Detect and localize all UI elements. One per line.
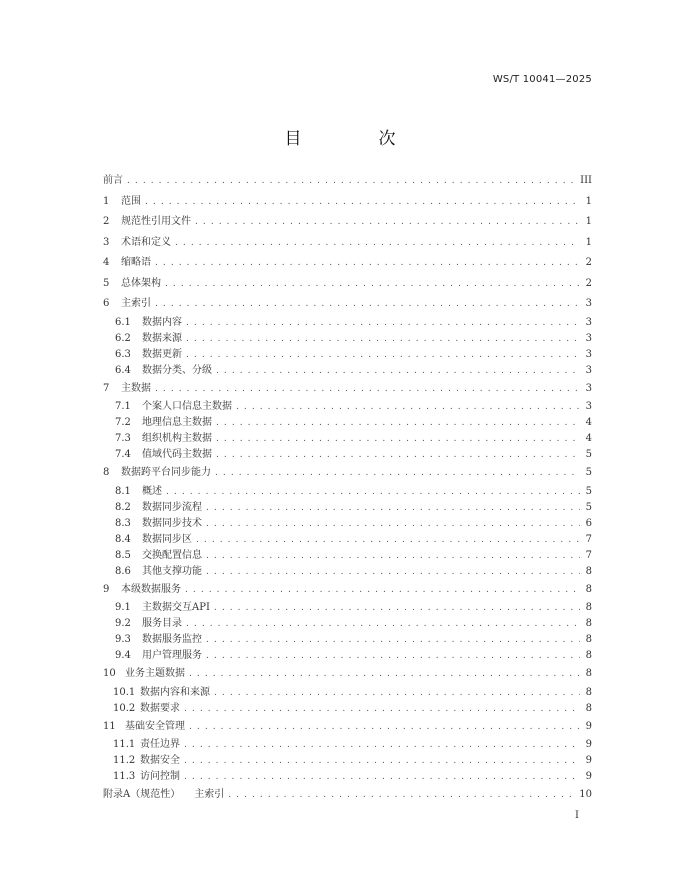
toc-entry-page: 10 xyxy=(579,789,592,800)
dot-leader xyxy=(236,399,580,415)
dot-leader xyxy=(165,274,580,295)
toc-entry[interactable] xyxy=(103,253,592,274)
toc-entry-number: 7.3 xyxy=(115,433,131,444)
toc-entry[interactable] xyxy=(103,785,592,806)
toc-entry-number: 11 xyxy=(103,720,116,732)
dot-leader xyxy=(206,548,580,564)
toc-entry-label: 值域代码主数据 xyxy=(142,449,212,460)
toc-entry-label: 数据要求 xyxy=(140,702,180,714)
toc-entry-label: 概述 xyxy=(142,485,162,497)
toc-entry-page: 4 xyxy=(585,433,592,444)
dot-leader xyxy=(186,331,580,347)
toc-entry-number: 8 xyxy=(103,467,110,478)
toc-entry-page: 8 xyxy=(585,686,592,698)
toc-entry-page: 9 xyxy=(585,739,592,750)
toc-subentry[interactable] xyxy=(103,363,592,379)
toc-entry-number: 8.2 xyxy=(115,501,131,513)
dot-leader xyxy=(196,532,580,548)
toc-entry-number: 10.2 xyxy=(113,702,136,714)
toc-entry[interactable] xyxy=(103,274,592,295)
toc-entry-page: 3 xyxy=(585,332,592,344)
dot-leader xyxy=(155,253,580,274)
toc-entry[interactable] xyxy=(103,233,592,254)
dot-leader xyxy=(175,233,580,254)
toc-entry-page: III xyxy=(580,175,592,186)
toc-entry-page: 5 xyxy=(585,485,592,497)
toc-entry-number: 10.1 xyxy=(113,686,136,698)
toc-entry-page: 8 xyxy=(585,565,592,577)
dot-leader xyxy=(185,580,580,601)
toc-subentry[interactable] xyxy=(103,769,592,785)
toc-entry-label: 服务目录 xyxy=(142,618,182,629)
dot-leader xyxy=(228,785,575,806)
toc-entry-page: 1 xyxy=(585,216,592,227)
toc-entry-number: 6.3 xyxy=(115,348,131,360)
toc-subentry[interactable] xyxy=(103,415,592,431)
dot-leader xyxy=(206,564,580,580)
toc-entry-page: 3 xyxy=(585,382,592,394)
toc-subentry[interactable] xyxy=(103,737,592,753)
dot-leader xyxy=(186,616,580,632)
toc-entry-label: 数据服务监控 xyxy=(142,634,202,645)
toc-entry-number: 9.2 xyxy=(115,618,131,629)
toc-entry-page: 7 xyxy=(585,533,592,545)
toc-entry-page: 3 xyxy=(585,298,592,309)
toc-entry-label: 本级数据服务 xyxy=(121,583,181,595)
toc-entry-number: 3 xyxy=(103,236,110,248)
toc-entry-label: 数据更新 xyxy=(142,348,182,360)
toc-subentry[interactable] xyxy=(103,632,592,648)
toc-entry-label: 数据同步区 xyxy=(142,533,192,545)
page-number: I xyxy=(575,810,579,821)
toc-entry-number: 附录A（规范性） xyxy=(103,789,181,800)
dot-leader xyxy=(166,484,580,500)
toc-entry-page: 1 xyxy=(585,236,592,248)
toc-entry-number: 11.2 xyxy=(113,755,136,766)
toc-entry-label: 数据同步技术 xyxy=(142,517,202,529)
dot-leader xyxy=(186,315,580,331)
toc-entry-number: 11.3 xyxy=(113,771,136,782)
toc-entry-page: 8 xyxy=(585,650,592,661)
toc-entry-page: 9 xyxy=(585,720,592,732)
dot-leader xyxy=(216,447,580,463)
toc-entry-page: 8 xyxy=(585,668,592,679)
toc-entry-label: 组织机构主数据 xyxy=(142,433,212,444)
toc-entry-label: 数据内容 xyxy=(142,316,182,328)
dot-leader xyxy=(155,379,580,400)
toc-entry[interactable] xyxy=(103,171,592,192)
toc-subentry[interactable] xyxy=(103,331,592,347)
toc-entry-label: 缩略语 xyxy=(121,257,151,268)
toc-entry-label: 个案人口信息主数据 xyxy=(142,401,232,412)
toc-entry-label: 数据分类、分级 xyxy=(142,364,212,376)
toc-entry-number: 8.3 xyxy=(115,517,131,529)
toc-entry[interactable] xyxy=(103,717,592,738)
toc-entry-page: 5 xyxy=(585,449,592,460)
dot-leader xyxy=(206,516,580,532)
toc-entry-label: 基础安全管理 xyxy=(125,720,185,732)
toc-entry-number: 5 xyxy=(103,277,110,289)
toc-entry-page: 2 xyxy=(585,277,592,289)
dot-leader xyxy=(145,192,580,213)
dot-leader xyxy=(206,500,580,516)
toc-entry-label: 主索引 xyxy=(194,789,225,800)
toc-entry-label: 访问控制 xyxy=(140,771,180,782)
toc-entry-page: 8 xyxy=(585,634,592,645)
toc-entry-number: 7.1 xyxy=(115,401,131,412)
toc-subentry[interactable] xyxy=(103,648,592,664)
dot-leader xyxy=(184,769,580,785)
toc-entry-label: 交换配置信息 xyxy=(142,549,202,561)
toc-entry-label: 数据安全 xyxy=(140,755,180,766)
toc-subentry[interactable] xyxy=(103,616,592,632)
toc-entry-page: 3 xyxy=(585,364,592,376)
toc-entry[interactable] xyxy=(103,379,592,400)
toc-entry-number: 7.4 xyxy=(115,449,131,460)
dot-leader xyxy=(184,701,580,717)
toc-entry-label: 主数据交互API xyxy=(142,602,210,613)
toc-entry-page: 5 xyxy=(585,501,592,513)
toc-entry-number: 8.4 xyxy=(115,533,131,545)
toc-entry-page: 4 xyxy=(585,417,592,428)
toc-subentry[interactable] xyxy=(103,564,592,580)
toc-entry-number: 9.3 xyxy=(115,634,131,645)
toc-subentry[interactable] xyxy=(103,315,592,331)
toc-entry-page: 1 xyxy=(585,195,592,207)
toc-entry-page: 8 xyxy=(585,602,592,613)
toc-subentry[interactable] xyxy=(103,431,592,447)
dot-leader xyxy=(155,294,580,315)
dot-leader xyxy=(127,171,576,192)
toc-entry-label: 术语和定义 xyxy=(121,236,171,248)
dot-leader xyxy=(216,415,580,431)
toc-entry-number: 11.1 xyxy=(113,739,136,750)
toc-subentry[interactable] xyxy=(103,600,592,616)
dot-leader xyxy=(215,463,580,484)
page-title: 目 次 xyxy=(284,129,426,149)
toc-subentry[interactable] xyxy=(103,753,592,769)
dot-leader xyxy=(216,431,580,447)
dot-leader xyxy=(206,632,580,648)
toc-entry-page: 2 xyxy=(585,257,592,268)
toc-subentry[interactable] xyxy=(103,516,592,532)
standard-code: WS/T 10041—2025 xyxy=(492,74,592,85)
toc-entry-page: 5 xyxy=(585,467,592,478)
toc-entry-label: 前言 xyxy=(103,175,123,186)
toc-entry-label: 总体架构 xyxy=(121,277,161,289)
toc-entry-page: 8 xyxy=(585,702,592,714)
toc-entry-label: 范围 xyxy=(121,195,141,207)
toc-entry-number: 6.4 xyxy=(115,364,131,376)
toc-entry-page: 8 xyxy=(585,618,592,629)
toc-subentry[interactable] xyxy=(103,548,592,564)
toc-entry-number: 6.1 xyxy=(115,316,131,328)
toc-subentry[interactable] xyxy=(103,685,592,701)
toc-subentry[interactable] xyxy=(103,447,592,463)
toc-entry-number: 7.2 xyxy=(115,417,131,428)
toc-entry-number: 6.2 xyxy=(115,332,131,344)
dot-leader xyxy=(206,648,580,664)
toc-entry-label: 用户管理服务 xyxy=(142,650,202,661)
toc-entry-number: 7 xyxy=(103,382,110,394)
toc-entry-page: 9 xyxy=(585,755,592,766)
toc-subentry[interactable] xyxy=(103,500,592,516)
toc-entry-label: 主数据 xyxy=(121,382,151,394)
dot-leader xyxy=(214,600,580,616)
toc-subentry[interactable] xyxy=(103,347,592,363)
toc-entry-page: 3 xyxy=(585,316,592,328)
toc-entry-label: 数据跨平台同步能力 xyxy=(121,467,211,478)
toc-entry-number: 9.4 xyxy=(115,650,131,661)
toc-entry-label: 地理信息主数据 xyxy=(142,417,212,428)
toc-subentry[interactable] xyxy=(103,399,592,415)
toc-entry[interactable] xyxy=(103,192,592,213)
toc-entry-page: 8 xyxy=(585,583,592,595)
dot-leader xyxy=(184,737,580,753)
dot-leader xyxy=(189,664,580,685)
toc-entry-page: 3 xyxy=(585,401,592,412)
toc-entry-label: 数据来源 xyxy=(142,332,182,344)
toc-entry-label: 其他支撑功能 xyxy=(142,565,202,577)
toc-entry[interactable] xyxy=(103,212,592,233)
dot-leader xyxy=(214,685,580,701)
dot-leader xyxy=(189,717,580,738)
toc-entry[interactable] xyxy=(103,664,592,685)
table-of-contents xyxy=(103,171,592,806)
dot-leader xyxy=(186,347,580,363)
toc-entry-page: 7 xyxy=(585,549,592,561)
toc-entry-label: 规范性引用文件 xyxy=(121,216,191,227)
toc-entry[interactable] xyxy=(103,294,592,315)
toc-entry-number: 6 xyxy=(103,298,110,309)
toc-entry-number: 8.5 xyxy=(115,549,131,561)
toc-entry-label: 业务主题数据 xyxy=(125,668,185,679)
toc-subentry[interactable] xyxy=(103,532,592,548)
toc-entry-label: 数据内容和来源 xyxy=(140,686,210,698)
dot-leader xyxy=(216,363,580,379)
toc-subentry[interactable] xyxy=(103,701,592,717)
toc-entry-number: 10 xyxy=(103,668,116,679)
dot-leader xyxy=(184,753,580,769)
toc-entry-number: 9.1 xyxy=(115,602,131,613)
toc-subentry[interactable] xyxy=(103,484,592,500)
toc-entry-page: 3 xyxy=(585,348,592,360)
toc-entry-number: 2 xyxy=(103,216,110,227)
toc-entry-number: 8.1 xyxy=(115,485,131,497)
dot-leader xyxy=(195,212,580,233)
toc-entry-page: 9 xyxy=(585,771,592,782)
toc-entry-number: 8.6 xyxy=(115,565,131,577)
toc-entry-page: 6 xyxy=(585,517,592,529)
toc-entry-label: 主索引 xyxy=(121,298,151,309)
toc-entry-label: 数据同步流程 xyxy=(142,501,202,513)
toc-entry-number: 1 xyxy=(103,195,110,207)
toc-entry-label: 责任边界 xyxy=(140,739,180,750)
toc-entry-number: 9 xyxy=(103,583,110,595)
toc-entry[interactable] xyxy=(103,463,592,484)
toc-entry-number: 4 xyxy=(103,257,110,268)
toc-entry[interactable] xyxy=(103,580,592,601)
